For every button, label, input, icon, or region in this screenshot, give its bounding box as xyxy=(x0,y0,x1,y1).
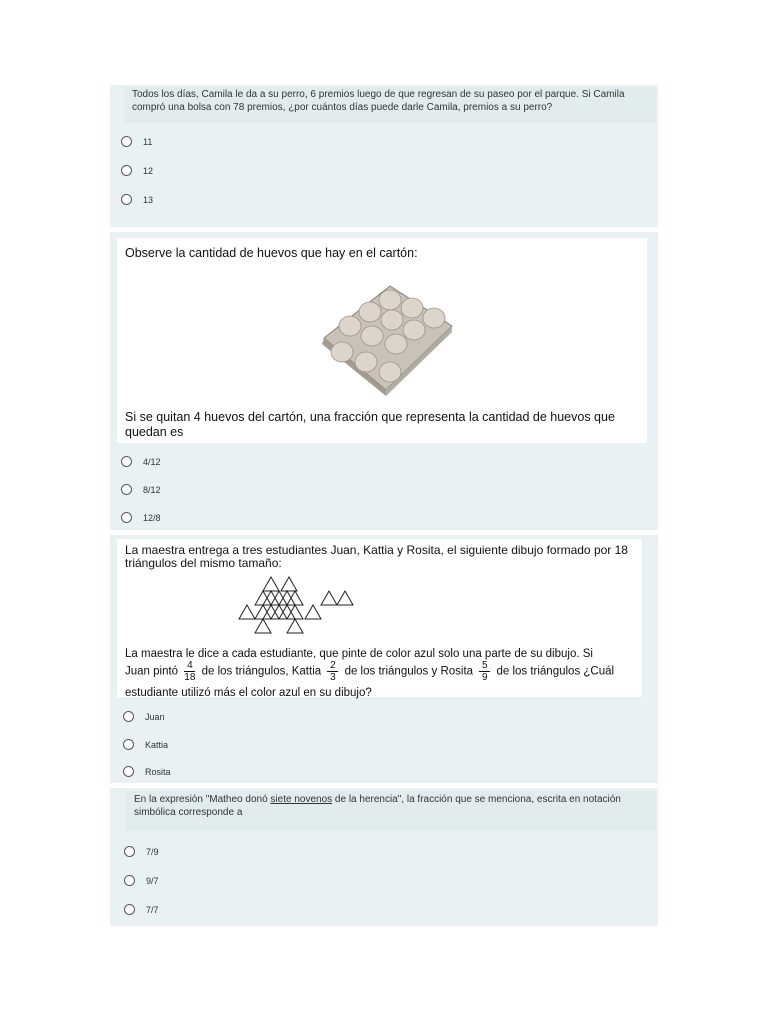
egg-carton-image xyxy=(312,278,462,398)
question-1-stem: Todos los días, Camila le da a su perro, 6 premios luego de que regresan de su paseo por el parque. Si Camila compró una bolsa con 78 premios, ¿por cuántos días puede darle Camila, premios a su perro? xyxy=(132,89,625,113)
q3-option-3[interactable]: Rosita xyxy=(123,766,171,777)
q1-option-3[interactable]: 13 xyxy=(121,194,153,205)
question-3-card xyxy=(117,539,642,697)
radio-button[interactable] xyxy=(124,904,135,915)
question-3 xyxy=(110,535,658,783)
question-4-stem-box: En la expresión "Matheo donó siete novenos de la herencia", la fracción que se menciona, escrita en notación simbólica corresponde a xyxy=(126,791,656,831)
radio-button[interactable] xyxy=(121,484,132,495)
radio-button[interactable] xyxy=(121,456,132,467)
q3-option-2[interactable]: Kattia xyxy=(123,739,168,750)
fraction-kattia: $\frac{2}{3}$ xyxy=(327,660,338,683)
radio-button[interactable] xyxy=(123,766,134,777)
question-4 xyxy=(110,788,658,926)
question-2-card xyxy=(117,238,647,443)
radio-button[interactable] xyxy=(123,711,134,722)
q2-option-1[interactable]: 4/12 xyxy=(121,456,161,467)
q2-option-2[interactable]: 8/12 xyxy=(121,484,161,495)
question-1-stem-box xyxy=(124,87,656,123)
radio-button[interactable] xyxy=(121,165,132,176)
question-3-line-2: Juan pintó $\frac{4}{18}$ de los triángulos, Kattia $\frac{2}{3}$ de los triángulos y Rosita $\frac{5}{9}$ de los triángulos ¿Cuál xyxy=(125,660,615,683)
radio-button[interactable] xyxy=(124,846,135,857)
q1-option-2[interactable]: 12 xyxy=(121,165,153,176)
question-1 xyxy=(110,85,658,227)
radio-button[interactable] xyxy=(123,739,134,750)
q3-option-1[interactable]: Juan xyxy=(123,711,165,722)
q4-option-2[interactable]: 9/7 xyxy=(124,875,159,886)
question-2 xyxy=(110,232,658,530)
q4-option-3[interactable]: 7/7 xyxy=(124,904,159,915)
fraction-rosita: $\frac{5}{9}$ xyxy=(479,660,490,683)
fraction-juan: $\frac{4}{18}$ xyxy=(184,660,196,683)
question-3-line-3: estudiante utilizó más el color azul en su dibujo? xyxy=(125,687,372,699)
q1-option-1[interactable]: 11 xyxy=(121,136,152,147)
triangles-figure xyxy=(237,575,367,641)
radio-button[interactable] xyxy=(124,875,135,886)
radio-button[interactable] xyxy=(121,512,132,523)
q2-option-3[interactable]: 12/8 xyxy=(121,512,161,523)
radio-button[interactable] xyxy=(121,194,132,205)
q4-option-1[interactable]: 7/9 xyxy=(124,846,159,857)
question-3-line-1: La maestra le dice a cada estudiante, que pinte de color azul solo una parte de su dibujo. Si xyxy=(125,648,593,660)
underlined-phrase: siete novenos xyxy=(270,794,333,805)
question-3-intro: La maestra entrega a tres estudiantes Juan, Kattia y Rosita, el siguiente dibujo formado por 18 triángulos del mismo tamaño: xyxy=(125,543,628,570)
radio-button[interactable] xyxy=(121,136,132,147)
question-2-text: Si se quitan 4 huevos del cartón, una fracción que representa la cantidad de huevos que quedan es xyxy=(125,410,615,439)
question-2-intro: Observe la cantidad de huevos que hay en el cartón: xyxy=(125,246,418,260)
